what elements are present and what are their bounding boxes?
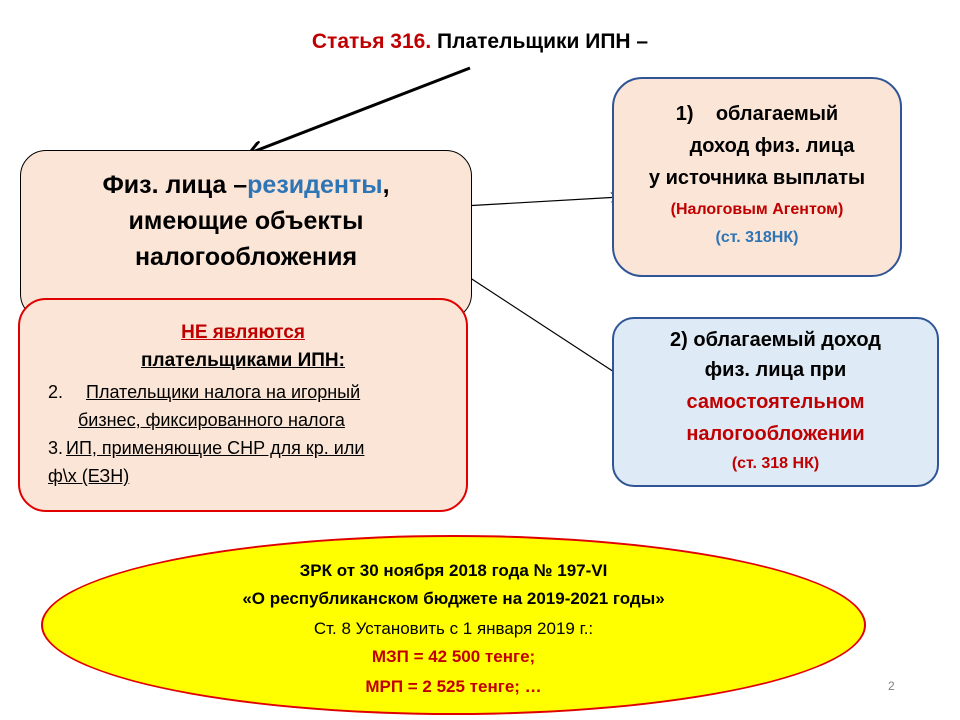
title-article-number: Статья 316. [311,30,432,53]
arrow-title-to-residents [250,68,470,153]
self-line2: физ. лица при [704,359,847,381]
residents-line2: имеющие объекты [128,207,364,235]
exclusion-item-2-line1: Плательщики налога на игорный [86,382,361,402]
residents-box [20,150,472,320]
law-line2: «О республиканском бюджете на 2019-2021 годы» [242,589,665,608]
agent-line1-text: облагаемый [715,103,839,125]
exclusion-item-3-line1: ИП, применяющие СНР для кр. или [66,438,365,458]
exclusions-header-line1: НЕ являются [181,322,305,343]
arrow-residents-to-self [458,270,634,385]
self-line1: 2) облагаемый доход [670,329,881,351]
tax-agent-box [612,77,902,277]
title-text: Плательщики ИПН – [437,30,649,53]
residents-highlight: резиденты [247,171,383,199]
self-line5: (ст. 318 НК) [731,455,820,472]
residents-line1 [21,167,471,203]
exclusions-box [18,298,468,512]
agent-line3: у источника выплаты [648,167,866,189]
exclusions-header-line2: плательщиками ИПН: [141,350,345,371]
agent-line4: (Налоговым Агентом) [670,201,844,218]
exclusion-item-2-line2: бизнес, фиксированного налога [78,410,345,430]
agent-line1 [614,103,900,126]
residents-line1-end: , [382,171,390,199]
exclusion-item-2-number: 2. [48,382,64,402]
exclusion-item-3-line2: ф\х (ЕЗН) [48,466,130,486]
residents-line1-start: Физ. лица – [102,171,248,199]
self-taxation-box [612,317,939,487]
agent-number: 1) [675,103,694,125]
agent-line2: доход физ. лица [689,135,855,157]
page-number: 2 [888,679,895,693]
law-ellipse [41,535,866,715]
exclusion-item-3-number: 3. [48,438,64,458]
self-line3: самостоятельном [686,391,865,413]
residents-line3: налогообложения [134,243,358,271]
law-line1: ЗРК от 30 ноября 2018 года № 197-VI [299,561,608,580]
law-mzp: МЗП = 42 500 тенге; [371,647,536,666]
agent-line5: (ст. 318НК) [715,229,799,246]
law-line3: Ст. 8 Установить с 1 января 2019 г.: [313,619,594,638]
law-mrp: МРП = 2 525 тенге; … [365,677,542,696]
self-line4: налогообложении [686,423,865,445]
